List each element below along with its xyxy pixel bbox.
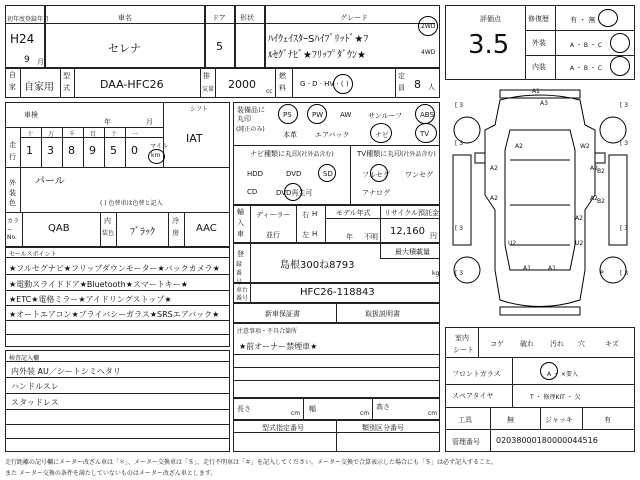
- equip-option: ABS: [420, 111, 434, 119]
- inspector-line-1: 内外装 AU／シートシミヘタリ: [11, 367, 121, 376]
- row2-box: [5, 68, 440, 98]
- navi-sd: SD: [323, 170, 333, 178]
- width-cm: cm: [360, 410, 370, 417]
- tv-fullseg: フルセグ: [362, 171, 390, 179]
- mileage-digit: 9: [89, 144, 96, 157]
- mileage-digit-header: 万: [48, 131, 55, 138]
- plate-number: 島根300ね8793: [280, 260, 355, 271]
- diagram-label: A3: [540, 100, 548, 107]
- mile-label: マイル: [150, 143, 168, 150]
- mileage-digit-header: 一: [132, 131, 139, 138]
- capacity-label-bottom: 員: [398, 84, 405, 92]
- inspector-line-3: スタッドレス: [11, 398, 59, 407]
- equip-circle: [415, 123, 437, 143]
- max-load-label: 最大積載量: [395, 248, 430, 256]
- dims-box: [233, 398, 440, 420]
- diagram-side-mark: [ 3: [620, 140, 629, 147]
- diagram-label: B2: [597, 168, 605, 175]
- int-color-label-top: 内: [104, 217, 111, 225]
- shift-label: シフト: [190, 106, 209, 113]
- mileage-digit-header: 十: [27, 131, 34, 138]
- equip-circle: [415, 104, 435, 124]
- equip-circle: [278, 104, 298, 124]
- handle-right: 右: [302, 211, 309, 219]
- exterior-color: パール: [35, 176, 65, 187]
- drive-4wd: 4WD: [421, 49, 436, 56]
- mileage-divider: [125, 127, 126, 167]
- recycle-label: リサイクル預託金: [384, 209, 440, 217]
- mileage-divider: [41, 127, 42, 167]
- import-label-bottom: 車: [237, 230, 244, 238]
- seat-label-bottom: シート: [453, 346, 474, 354]
- model-year-label: モデル年式: [336, 209, 371, 217]
- diagram-label: A2: [575, 215, 583, 222]
- color-change-note: ( ) 色替車は色替と記入: [100, 200, 163, 207]
- capacity: 8: [414, 78, 421, 91]
- equip-title-note: (純正のみ): [236, 126, 265, 133]
- car-damage-diagram: [445, 85, 635, 322]
- recycle-value: 12,160: [390, 226, 425, 237]
- length-label: 長さ: [237, 405, 251, 413]
- reg-label-top: 登: [237, 250, 244, 258]
- model-year-unit: 年: [346, 233, 353, 241]
- notes-text: ★前オーナー禁煙車★: [239, 342, 318, 351]
- mileage-digit-header: 千: [69, 131, 76, 138]
- drive-2wd: 2WD: [421, 23, 436, 30]
- equip-option: AW: [340, 111, 352, 119]
- diagram-label: A1: [548, 265, 556, 272]
- mgmt-label: 管理番号: [452, 438, 480, 446]
- mileage-digit: 0: [131, 144, 138, 157]
- new-warranty: 新車保証書: [265, 310, 300, 318]
- use-label-bottom: 家: [9, 83, 16, 91]
- equip-option: サンルーフ: [368, 112, 403, 120]
- diagram-label: A2: [590, 165, 598, 172]
- diagram-side-mark: [ 3: [455, 225, 464, 232]
- type-label-bottom: 式: [63, 84, 70, 92]
- mileage-digit-header: 十: [111, 131, 118, 138]
- fuel-label-top: 燃: [279, 72, 286, 80]
- diagram-side-mark: [ 3: [455, 102, 464, 109]
- cc-unit: cc: [266, 88, 273, 95]
- mileage-label-bottom: 行: [9, 153, 16, 161]
- grade-line1: ﾊｲｳｪｲｽﾀｰSﾊｲﾌﾞﾘｯﾄﾞ★ﾌ: [268, 34, 369, 45]
- reg-label-bottom: 録番号: [236, 261, 243, 286]
- dvd-play-circle: [284, 183, 302, 201]
- exterior-color-label: 外装色: [9, 179, 16, 207]
- capacity-unit: 人: [428, 83, 435, 91]
- diagram-label: P: [600, 270, 604, 277]
- km-label: km: [151, 152, 161, 159]
- handle-left: 左: [302, 231, 309, 239]
- diagram-side-mark: [ 3: [455, 140, 464, 147]
- diagram-label: B2: [597, 198, 605, 205]
- disp-label-top: 排: [203, 72, 210, 80]
- diagram-label: A2: [490, 195, 498, 202]
- fuel-label-bottom: 料: [279, 84, 286, 92]
- jack-label: ジャッキ: [545, 416, 573, 424]
- inspect-year-unit: 年: [104, 118, 111, 126]
- disp-label-bottom: 気量: [202, 86, 215, 93]
- color-no-label: カラーNo.: [7, 218, 20, 241]
- repair-label: 修復歴: [528, 15, 549, 23]
- tv-note: (社外品含む): [401, 151, 436, 158]
- tv-oneseg: ワンセグ: [405, 171, 433, 179]
- spare-options: T ・ 修理KIT ・ 欠: [530, 394, 581, 401]
- diagram-label: W2: [580, 143, 590, 150]
- equip-option: PS: [283, 111, 292, 119]
- jack-value: 有: [604, 416, 611, 424]
- interior-grade-options: A ・ B ・ C: [570, 65, 603, 72]
- mileage-divider: [104, 127, 105, 167]
- exterior-c-circle: [610, 33, 630, 53]
- equip-option: PW: [312, 111, 324, 119]
- inspector-label: 検査記入欄: [9, 355, 40, 362]
- vin: HFC26-118843: [300, 287, 375, 298]
- footnote-2: また メーター交換の条件を満たしていないものはメーター改ざん車とします。: [5, 470, 217, 477]
- handle-right-h: H: [312, 210, 318, 218]
- diagram-label: U2: [508, 240, 517, 247]
- equip-option: エアバック: [315, 131, 350, 139]
- glass-a-circle: [540, 362, 558, 380]
- shift-value: IAT: [186, 132, 203, 145]
- length-cm: cm: [291, 410, 301, 417]
- car-body-outline: [485, 95, 595, 307]
- navi-dvd-play: DVD再生可: [276, 189, 313, 197]
- equip-option: 本革: [283, 131, 297, 139]
- first-reg-label: 初年度登録年月: [7, 16, 50, 23]
- navi-cd: CD: [247, 188, 258, 196]
- glass-label: フロントガラス: [452, 370, 501, 378]
- vin-label-top: 車台: [236, 287, 249, 294]
- height-label: 高さ: [376, 403, 390, 411]
- type-label-top: 型: [63, 72, 70, 80]
- equip-title-2: 丸印: [237, 115, 251, 123]
- mileage-digit-header: 百: [90, 131, 97, 138]
- equip-option: TV: [420, 130, 430, 138]
- fuel-options: G · D · HV · ( ): [300, 80, 349, 88]
- max-load-kg: kg: [432, 270, 440, 277]
- sales-label: セールスポイント: [9, 251, 57, 258]
- mileage-divider: [83, 127, 84, 167]
- tools-value: 無: [507, 416, 514, 424]
- diagram-label: A2: [515, 143, 523, 150]
- capacity-label-top: 定: [398, 72, 405, 80]
- inspect-label: 車検: [24, 111, 38, 119]
- equip-circle: [370, 123, 392, 143]
- navi-title-text: ナビ種類に丸印: [250, 150, 299, 158]
- score-value: 3.5: [468, 30, 510, 60]
- navi-sd-circle: [318, 164, 336, 182]
- grade-label: グレード: [340, 14, 368, 22]
- exterior-grade-options: A ・ B ・ C: [570, 42, 603, 49]
- fuel-hv-circle: [333, 74, 353, 94]
- car-name: セレナ: [108, 42, 141, 55]
- interior-color: ﾌﾞﾗｯｸ: [130, 227, 155, 238]
- ac-label-bottom: 房: [172, 229, 179, 237]
- door-count: 5: [216, 40, 223, 53]
- equip-title-1: 装備品に: [237, 106, 265, 114]
- seat-option: キズ: [605, 340, 619, 348]
- int-color-label-bottom: 装色: [102, 230, 115, 237]
- import-parallel: 並行: [266, 231, 280, 239]
- inspector-line-2: ハンドルスレ: [11, 382, 59, 391]
- first-reg-month: 9: [24, 55, 30, 65]
- mileage-divider: [62, 127, 63, 167]
- manual: 取扱説明書: [365, 310, 400, 318]
- equip-circle: [307, 104, 327, 124]
- diagram-side-mark: [ 3: [620, 225, 629, 232]
- diagram-label: A2: [590, 195, 598, 202]
- ac-label-top: 冷: [172, 217, 179, 225]
- height-cm: cm: [428, 410, 438, 417]
- diagram-label: A2: [490, 165, 498, 172]
- car-name-label: 車名: [118, 14, 132, 22]
- tv-analog: アナログ: [362, 189, 390, 197]
- use-label-top: 自: [9, 71, 16, 79]
- handle-left-h: H: [312, 230, 318, 238]
- diagram-label: A1: [532, 88, 540, 95]
- model-year-unknown: 不明: [364, 233, 378, 241]
- vin-label-bottom: 番号: [236, 295, 249, 302]
- grade-line2: ﾙｾｸﾞﾅﾋﾞ★ﾌﾘｯﾌﾟﾀﾞｳﾝ★: [268, 50, 366, 61]
- tv-title-text: TV種類に丸印: [357, 150, 402, 158]
- model-code: DAA-HFC26: [100, 78, 164, 91]
- mileage-digit: 5: [110, 144, 117, 157]
- score-label: 評価点: [480, 15, 501, 23]
- sales-line-1: ★フルセグナビ★フリップダウンモーター★バックカメラ★: [9, 264, 220, 273]
- ac-value: AAC: [196, 223, 217, 234]
- mileage-digit: 8: [68, 144, 75, 157]
- seat-option: 破れ: [520, 340, 534, 348]
- tools-label: 工具: [458, 416, 472, 424]
- interior-grade-label: 内装: [532, 63, 546, 71]
- mileage-label-top: 走: [9, 141, 16, 149]
- seat-label-top: 室内: [455, 334, 469, 342]
- diagram-label: A1: [523, 265, 531, 272]
- mgmt-no: 02038000180000044516: [496, 436, 598, 445]
- footnote-1: 走行距離の記号欄にメーター改ざん車は「＊」、メーター交換車は「＄」、走行不明車は「＃」を記入してください。メーター交換で合算表示した場合にも「＄」は必ず記入すること。: [5, 459, 498, 466]
- glass-options: A ・ ×要入: [547, 371, 578, 378]
- import-label-top: 輸: [237, 208, 244, 216]
- diagram-side-mark: [ 3: [455, 270, 464, 277]
- interior-c-circle: [610, 56, 630, 76]
- rear-bumper: [500, 307, 580, 315]
- mileage-header-line: [20, 137, 163, 138]
- import-dealer: ディーラー: [256, 211, 291, 219]
- seat-option: 穴: [578, 340, 585, 348]
- repair-options: 有 ・ 無: [570, 16, 596, 24]
- seat-option: 汚れ: [550, 340, 564, 348]
- sales-line-4: ★オートエアコン★プライバシーガラス★SRSエアバック★: [9, 310, 220, 319]
- class-no-label: 類別区分番号: [362, 424, 404, 432]
- diagram-side-mark: [ 3: [620, 102, 629, 109]
- sales-line-3: ★ETC★電格ミラー★アイドリングストップ★: [9, 295, 172, 304]
- mileage-digit: 3: [47, 144, 54, 157]
- mileage-digit: 1: [26, 144, 33, 157]
- inspect-month-unit: 月: [146, 118, 153, 126]
- import-label-mid: 入: [237, 219, 244, 227]
- month-unit: 月: [37, 58, 44, 66]
- navi-title: [250, 149, 334, 159]
- recycle-yen: 円: [430, 232, 437, 240]
- notes-label: 注意事項・不具合箇所: [237, 328, 298, 335]
- first-reg-year: H24: [10, 32, 35, 46]
- door-label: ドア: [212, 14, 226, 22]
- use-value: 自家用: [24, 82, 54, 93]
- spare-label: スペアタイヤ: [452, 392, 494, 400]
- car-cabin-outline: [505, 130, 575, 270]
- repair-none-circle: [598, 9, 618, 27]
- seat-option: コゲ: [490, 340, 504, 348]
- tv-title: [357, 149, 436, 159]
- navi-note: (社外品含む): [299, 151, 334, 158]
- width-label: 幅: [309, 405, 316, 413]
- sales-line-2: ★電動スライドドア★Bluetooth★スマートキー★: [9, 280, 188, 289]
- type-no-label: 型式指定番号: [262, 424, 304, 432]
- front-bumper: [500, 90, 580, 98]
- shape-label: 形状: [240, 14, 254, 22]
- navi-hdd: HDD: [247, 170, 264, 178]
- displacement: 2000: [228, 78, 256, 91]
- diagram-side-mark: [ 3: [620, 270, 629, 277]
- equip-option: ナビ: [375, 131, 389, 139]
- fullseg-circle: [370, 164, 388, 182]
- navi-dvd: DVD: [286, 170, 302, 178]
- diagram-label: U2: [575, 240, 584, 247]
- color-no: QAB: [48, 223, 70, 234]
- exterior-grade-label: 外装: [532, 39, 546, 47]
